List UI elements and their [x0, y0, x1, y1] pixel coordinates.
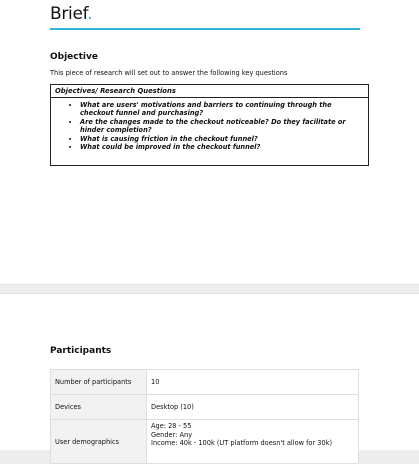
objective-intro-text: This piece of research will set out to answer the following key questions	[50, 69, 288, 77]
row-value: Desktop (10)	[147, 395, 359, 420]
table-row	[51, 370, 359, 395]
research-question: • What is causing friction in the checkout funnel?	[80, 135, 358, 143]
table-row	[51, 395, 359, 420]
row-label: Number of participants	[51, 370, 147, 395]
research-question: • What could be improved in the checkout funnel?	[80, 143, 358, 151]
research-question: • What are users' motivations and barriers to continuing through the checkout funnel and purchasing?	[80, 101, 358, 118]
title-dot: .	[87, 4, 93, 24]
title-underline	[50, 28, 360, 30]
table-row	[51, 420, 359, 464]
participants-heading: Participants	[50, 346, 112, 356]
objective-heading: Objective	[50, 52, 98, 62]
research-questions-header: Objectives/ Research Questions	[51, 85, 368, 98]
participants-table	[50, 369, 359, 464]
demographic-line: Gender: Any	[151, 430, 193, 439]
row-value: 10	[147, 370, 359, 395]
row-value	[147, 420, 359, 464]
research-questions-table	[50, 84, 369, 166]
row-label: User demographics	[51, 420, 147, 464]
research-questions-list	[51, 101, 368, 151]
research-question: • Are the changes made to the checkout noticeable? Do they facilitate or hinder completion?	[80, 118, 358, 135]
row-label: Devices	[51, 395, 147, 420]
demographic-line: Age: 28 - 55	[151, 422, 192, 430]
title-text: Brief	[50, 4, 88, 24]
demographic-line: Income: 40k - 100k (UT platform doesn't allow for 30k)	[151, 439, 333, 448]
page-title	[50, 4, 92, 24]
document-page-2	[0, 293, 419, 450]
